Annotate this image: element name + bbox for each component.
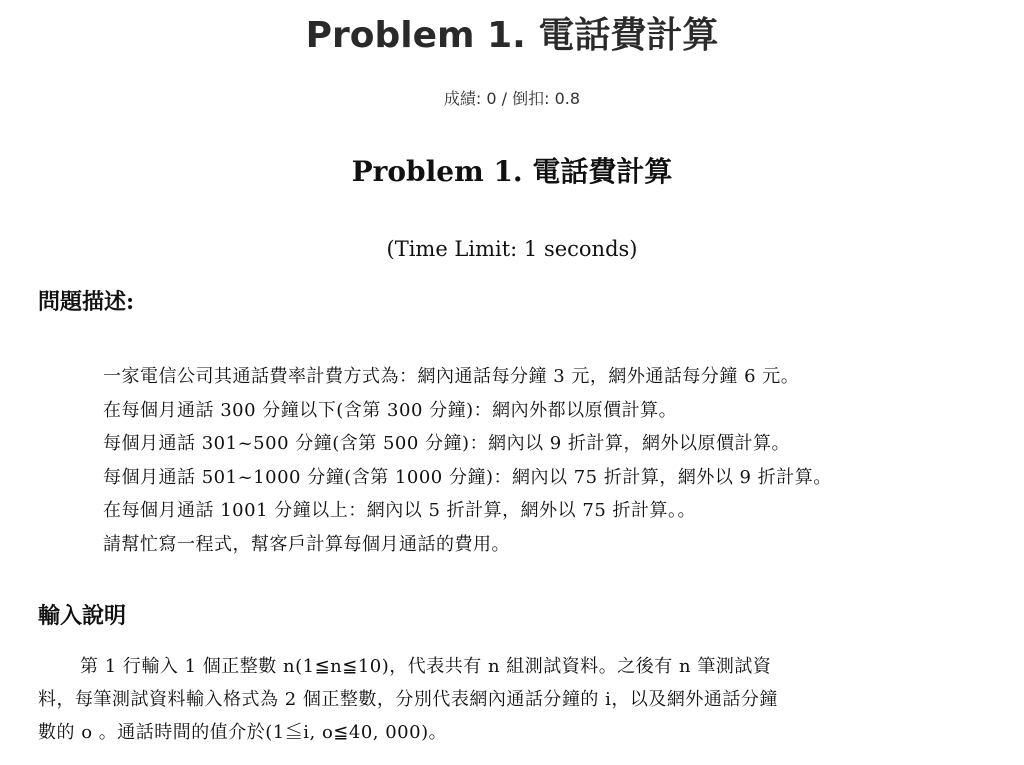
- description-line: 每個月通話 501~1000 分鐘(含第 1000 分鐘)：網內以 75 折計算，網外以 9 折計算。: [103, 466, 832, 488]
- page-title: Problem 1. 電話費計算: [305, 15, 719, 56]
- score-info: 成績: 0 / 倒扣: 0.8: [443, 89, 581, 108]
- time-limit: (Time Limit: 1 seconds): [386, 237, 638, 261]
- input-heading: 輸入說明: [38, 603, 127, 629]
- description-line: 一家電信公司其通話費率計費方式為：網內通話每分鐘 3 元，網外通話每分鐘 6 元。: [103, 366, 800, 387]
- description-line: 請幫忙寫一程式，幫客戶計算每個月通話的費用。: [103, 533, 510, 555]
- input-body: [38, 650, 938, 749]
- description-body: [103, 360, 983, 561]
- input-line: 數的 o 。通話時間的值介於(1≦i, o≦40, 000)。: [38, 722, 448, 743]
- description-heading: 問題描述:: [38, 289, 135, 315]
- input-line: 第 1 行輸入 1 個正整數 n(1≦n≦10)，代表共有 n 組測試資料。之後有 n 筆測試資: [80, 656, 772, 677]
- document-title: Problem 1. 電話費計算: [351, 155, 673, 188]
- description-line: 在每個月通話 300 分鐘以下(含第 300 分鐘)：網內外都以原價計算。: [103, 399, 678, 421]
- input-line: 料，每筆測試資料輸入格式為 2 個正整數，分別代表網內通話分鐘的 i，以及網外通話分鐘: [38, 689, 778, 710]
- description-line: 在每個月通話 1001 分鐘以上：網內以 5 折計算，網外以 75 折計算。。: [103, 500, 696, 521]
- description-line: 每個月通話 301~500 分鐘(含第 500 分鐘)：網內以 9 折計算，網外以原價計算。: [103, 433, 790, 454]
